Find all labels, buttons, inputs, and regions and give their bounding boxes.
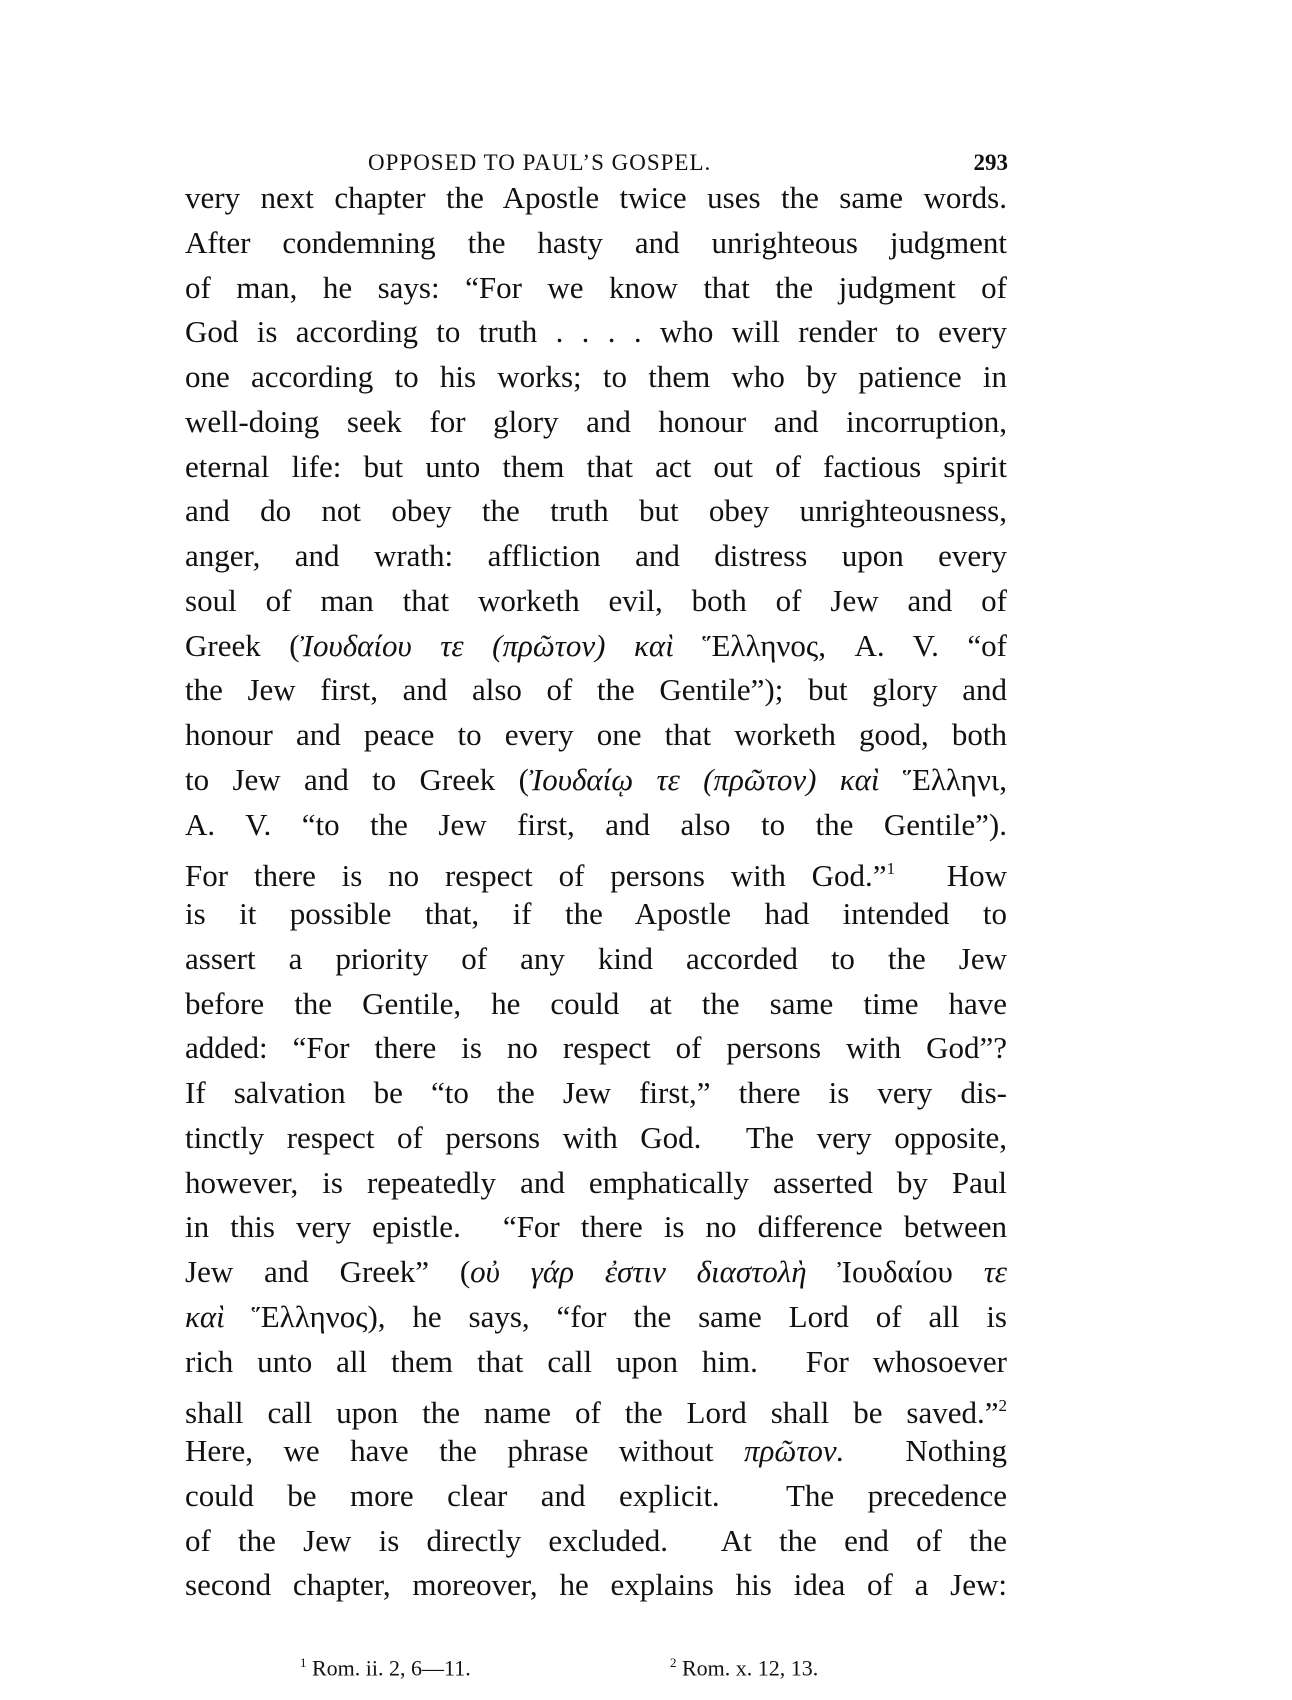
- text-segment: Ἕλληνος), he says, “for the same Lord of all is: [224, 1298, 1007, 1334]
- text-segment: second chapter, moreover, he explains his idea of a Jew:: [185, 1567, 1007, 1603]
- text-segment: of man, he says: “For we know that the judgment of: [185, 269, 1007, 305]
- greek-text: Ἰουδαίῳ τε (πρῶτον) καὶ: [528, 761, 880, 797]
- text-segment: assert a priority of any kind accorded to the Jew: [185, 940, 1007, 976]
- text-segment: After condemning the hasty and unrighteous judgment: [185, 224, 1007, 260]
- text-line: [185, 624, 1007, 669]
- text-segment: is it possible that, if the Apostle had intended to: [185, 896, 1007, 931]
- greek-text: καὶ: [185, 1298, 225, 1334]
- text-line: [185, 400, 1007, 445]
- footnote-1: [300, 1655, 471, 1681]
- text-segment: one according to his works; to them who by patience in: [185, 359, 1007, 394]
- footnote-reference: 1: [886, 859, 896, 879]
- text-segment: A. V. “to the Jew first, and also to the Gentile”).: [185, 806, 1007, 842]
- text-segment: well-doing seek for glory and honour and incorruption,: [185, 403, 1007, 439]
- text-segment: Here, we have the phrase without: [185, 1433, 745, 1468]
- greek-text: τε: [983, 1254, 1007, 1289]
- text-line: [185, 803, 1007, 848]
- text-line: [185, 1071, 1007, 1116]
- text-line: [185, 1340, 1007, 1385]
- text-segment: and do not obey the truth but obey unrighteousness,: [185, 493, 1007, 529]
- text-segment: could be more clear and explicit. The precedence: [185, 1477, 1007, 1513]
- text-segment: Ἕλληνι,: [879, 761, 1008, 797]
- text-line: [185, 1161, 1007, 1206]
- greek-text: πρῶτον.: [744, 1433, 845, 1468]
- text-line: [185, 1384, 1007, 1429]
- text-segment: Ἰουδαίου: [806, 1254, 984, 1289]
- text-segment: however, is repeatedly and emphatically asserted by Paul: [185, 1164, 1007, 1200]
- text-line: [185, 445, 1007, 490]
- greek-text: οὐ γάρ ἐστιν διαστολὴ: [470, 1254, 807, 1289]
- text-segment: Ἕλληνος, A. V. “of: [673, 627, 1007, 663]
- footnote-text: Rom. x. 12, 13.: [682, 1655, 819, 1681]
- text-segment: added: “For there is no respect of persons with God”?: [185, 1030, 1007, 1066]
- text-segment: How: [895, 858, 1007, 894]
- page-number: 293: [973, 150, 1008, 175]
- text-segment: Nothing: [844, 1433, 1007, 1468]
- text-segment: For there is no respect of persons with God.”: [185, 858, 887, 894]
- text-line: [185, 892, 1007, 937]
- body-text: [185, 176, 1007, 1608]
- text-segment: shall call upon the name of the Lord shall be saved.”: [185, 1395, 999, 1431]
- text-line: [185, 1026, 1007, 1071]
- text-segment: of the Jew is directly excluded. At the end of the: [185, 1522, 1007, 1558]
- text-line: [185, 1474, 1007, 1519]
- text-line: [185, 847, 1007, 892]
- text-segment: Jew and Greek” (: [185, 1254, 471, 1289]
- text-segment: anger, and wrath: affliction and distress upon every: [185, 538, 1007, 573]
- text-line: [185, 1429, 1007, 1474]
- footnote-mark: 1: [300, 1655, 307, 1670]
- text-line: [185, 668, 1007, 713]
- footnote-2: [670, 1655, 818, 1681]
- text-line: [185, 310, 1007, 355]
- footnote-mark: 2: [670, 1655, 677, 1670]
- text-line: [185, 176, 1007, 221]
- text-segment: eternal life: but unto them that act out of factious spirit: [185, 448, 1007, 484]
- running-title: OPPOSED TO PAUL’S GOSPEL.: [368, 150, 712, 175]
- footnote-reference: 2: [998, 1396, 1007, 1416]
- text-segment: before the Gentile, he could at the same time have: [185, 985, 1007, 1021]
- footnote-text: Rom. ii. 2, 6—11.: [312, 1655, 471, 1681]
- text-segment: in this very epistle. “For there is no difference between: [185, 1209, 1007, 1245]
- text-line: [185, 982, 1007, 1027]
- text-segment: rich unto all them that call upon him. For whosoever: [185, 1343, 1007, 1379]
- text-line: [185, 1563, 1007, 1608]
- text-line: [185, 534, 1007, 579]
- text-segment: Greek (: [185, 627, 300, 663]
- text-line: [185, 355, 1007, 400]
- text-line: [185, 489, 1007, 534]
- text-line: [185, 758, 1007, 803]
- text-line: [185, 1295, 1007, 1340]
- text-segment: honour and peace to every one that worketh good, both: [185, 717, 1007, 752]
- text-segment: very next chapter the Apostle twice uses the same words.: [185, 180, 1007, 215]
- text-line: [185, 579, 1007, 624]
- text-segment: soul of man that worketh evil, both of Jew and of: [185, 582, 1007, 618]
- text-line: [185, 937, 1007, 982]
- text-segment: the Jew first, and also of the Gentile”); but glory and: [185, 672, 1007, 708]
- text-segment: If salvation be “to the Jew first,” there is very dis-: [185, 1075, 1007, 1110]
- greek-text: Ἰουδαίου τε (πρῶτον) καὶ: [299, 627, 674, 663]
- text-line: [185, 1519, 1007, 1564]
- text-segment: to Jew and to Greek (: [185, 761, 529, 797]
- text-line: [185, 1205, 1007, 1250]
- text-line: [185, 1250, 1007, 1295]
- text-segment: tinctly respect of persons with God. The very opposite,: [185, 1119, 1007, 1155]
- text-segment: God is according to truth . . . . who will render to every: [185, 314, 1007, 350]
- text-line: [185, 266, 1007, 311]
- text-line: [185, 713, 1007, 758]
- text-line: [185, 221, 1007, 266]
- text-line: [185, 1116, 1007, 1161]
